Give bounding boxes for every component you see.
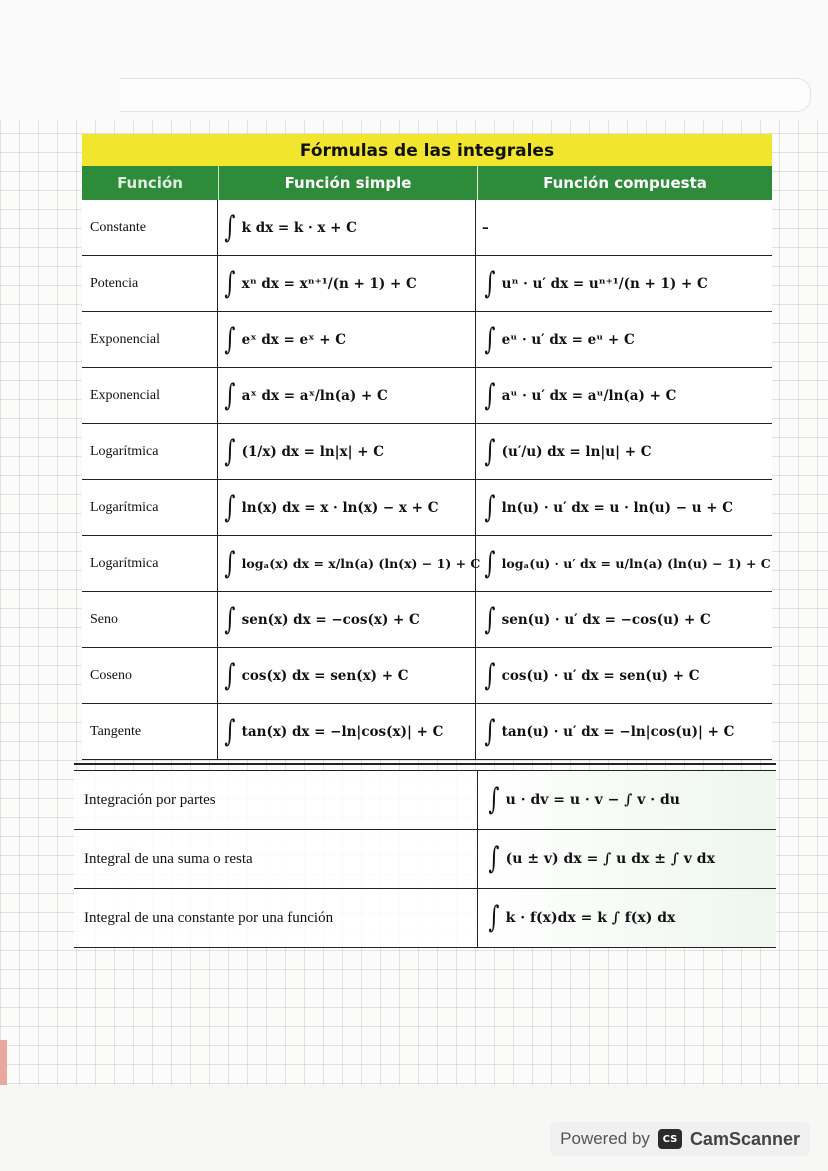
header-funcion-compuesta: Función compuesta (543, 174, 707, 192)
rule-formula: u · dv = u · v − ∫ v · du (505, 792, 680, 808)
simple-formula-cell (218, 256, 476, 311)
rule-formula: k · f(x)dx = k ∫ f(x) dx (505, 910, 676, 926)
simple-formula: eˣ dx = eˣ + C (241, 331, 347, 348)
camscanner-brand: CamScanner (689, 1128, 800, 1149)
integral-sign: ∫ (488, 782, 500, 817)
rule-label: Integral de una suma o resta (74, 830, 478, 888)
table-row (82, 424, 772, 480)
double-divider (74, 763, 776, 771)
integral-sign: ∫ (488, 841, 500, 876)
table-row (82, 200, 772, 256)
table-title: Fórmulas de las integrales (82, 134, 772, 166)
compound-formula-cell (476, 256, 772, 311)
simple-formula: ln(x) dx = x · ln(x) − x + C (241, 499, 439, 516)
row-label: Constante (82, 200, 218, 255)
table-row (82, 256, 772, 312)
compound-formula-cell (476, 368, 772, 423)
simple-formula: sen(x) dx = −cos(x) + C (241, 611, 420, 628)
compound-formula: tan(u) · u′ dx = −ln|cos(u)| + C (501, 723, 735, 740)
simple-formula: k dx = k · x + C (241, 219, 357, 236)
integral-sign: ∫ (484, 545, 496, 581)
compound-formula-cell (476, 536, 772, 591)
compound-formula-cell (476, 200, 772, 255)
compound-formula-cell (476, 424, 772, 479)
integration-rules (74, 763, 776, 948)
simple-formula: xⁿ dx = xⁿ⁺¹/(n + 1) + C (241, 275, 417, 292)
camscanner-watermark (550, 1122, 810, 1156)
compound-formula: sen(u) · u′ dx = −cos(u) + C (501, 611, 711, 628)
row-label: Logarítmica (82, 536, 218, 591)
rule-row (74, 830, 776, 889)
table-row (82, 648, 772, 704)
simple-formula: aˣ dx = aˣ/ln(a) + C (241, 387, 388, 404)
simple-formula-cell (218, 368, 476, 423)
row-label: Coseno (82, 648, 218, 703)
table-row (82, 312, 772, 368)
simple-formula: tan(x) dx = −ln|cos(x)| + C (241, 723, 444, 740)
simple-formula-cell (218, 200, 476, 255)
simple-formula-cell (218, 312, 476, 367)
integrals-table (82, 134, 772, 760)
compound-formula-cell (476, 312, 772, 367)
header-funcion-simple: Función simple (219, 166, 478, 200)
compound-formula-cell (476, 480, 772, 535)
compound-formula: aᵘ · u′ dx = aᵘ/ln(a) + C (501, 387, 677, 404)
simple-formula-cell (218, 592, 476, 647)
header-funcion: Función (82, 166, 219, 200)
simple-formula-cell (218, 704, 476, 759)
simple-formula-cell (218, 480, 476, 535)
integral-sign: ∫ (484, 601, 496, 637)
row-label: Seno (82, 592, 218, 647)
camscanner-logo-icon: CS (658, 1129, 682, 1149)
integral-sign: ∫ (484, 713, 496, 749)
integral-sign: ∫ (224, 545, 236, 581)
page-edge (120, 78, 811, 112)
row-label: Exponencial (82, 368, 218, 423)
compound-formula-cell (476, 704, 772, 759)
integral-sign: ∫ (224, 489, 236, 525)
row-label: Logarítmica (82, 480, 218, 535)
compound-formula: uⁿ · u′ dx = uⁿ⁺¹/(n + 1) + C (501, 275, 708, 292)
integral-sign: ∫ (484, 489, 496, 525)
compound-formula: cos(u) · u′ dx = sen(u) + C (501, 667, 700, 684)
integral-sign: ∫ (224, 321, 236, 357)
table-row (82, 592, 772, 648)
integral-sign: ∫ (224, 377, 236, 413)
compound-formula: logₐ(u) · u′ dx = u/ln(a) (ln(u) − 1) + C (501, 556, 771, 571)
compound-formula-cell (476, 592, 772, 647)
compound-formula: ln(u) · u′ dx = u · ln(u) − u + C (501, 499, 733, 516)
simple-formula-cell (218, 648, 476, 703)
row-label: Tangente (82, 704, 218, 759)
simple-formula: cos(x) dx = sen(x) + C (241, 667, 409, 684)
simple-formula-cell (218, 536, 481, 591)
rule-label: Integración por partes (74, 771, 478, 829)
compound-formula: eᵘ · u′ dx = eᵘ + C (501, 331, 635, 348)
simple-formula: logₐ(x) dx = x/ln(a) (ln(x) − 1) + C (241, 556, 481, 571)
integral-sign: ∫ (224, 209, 236, 245)
rule-formula-cell (478, 771, 776, 829)
left-edge-mark (0, 1040, 7, 1085)
compound-formula-cell (476, 648, 772, 703)
rule-formula: (u ± v) dx = ∫ u dx ± ∫ v dx (505, 851, 715, 867)
rule-row (74, 889, 776, 948)
integral-sign: ∫ (224, 657, 236, 693)
rule-label: Integral de una constante por una función (74, 889, 478, 947)
row-label: Exponencial (82, 312, 218, 367)
table-row (82, 480, 772, 536)
integral-sign: ∫ (488, 900, 500, 935)
integral-sign: ∫ (484, 433, 496, 469)
table-row (82, 704, 772, 760)
integral-sign: ∫ (224, 433, 236, 469)
integral-sign: ∫ (484, 377, 496, 413)
integral-sign: ∫ (484, 657, 496, 693)
table-header (82, 166, 772, 200)
compound-formula: (u′/u) dx = ln|u| + C (501, 443, 652, 460)
rule-formula-cell (478, 889, 776, 947)
rule-row (74, 771, 776, 830)
integral-sign: ∫ (224, 713, 236, 749)
row-label: Potencia (82, 256, 218, 311)
table-row (82, 536, 772, 592)
row-label: Logarítmica (82, 424, 218, 479)
integral-sign: ∫ (224, 265, 236, 301)
rule-formula-cell (478, 830, 776, 888)
compound-formula: – (482, 219, 489, 236)
integral-sign: ∫ (224, 601, 236, 637)
table-row (82, 368, 772, 424)
simple-formula-cell (218, 424, 476, 479)
simple-formula: (1/x) dx = ln|x| + C (241, 443, 384, 460)
integral-sign: ∫ (484, 265, 496, 301)
integral-sign: ∫ (484, 321, 496, 357)
powered-by-text: Powered by (560, 1129, 650, 1148)
